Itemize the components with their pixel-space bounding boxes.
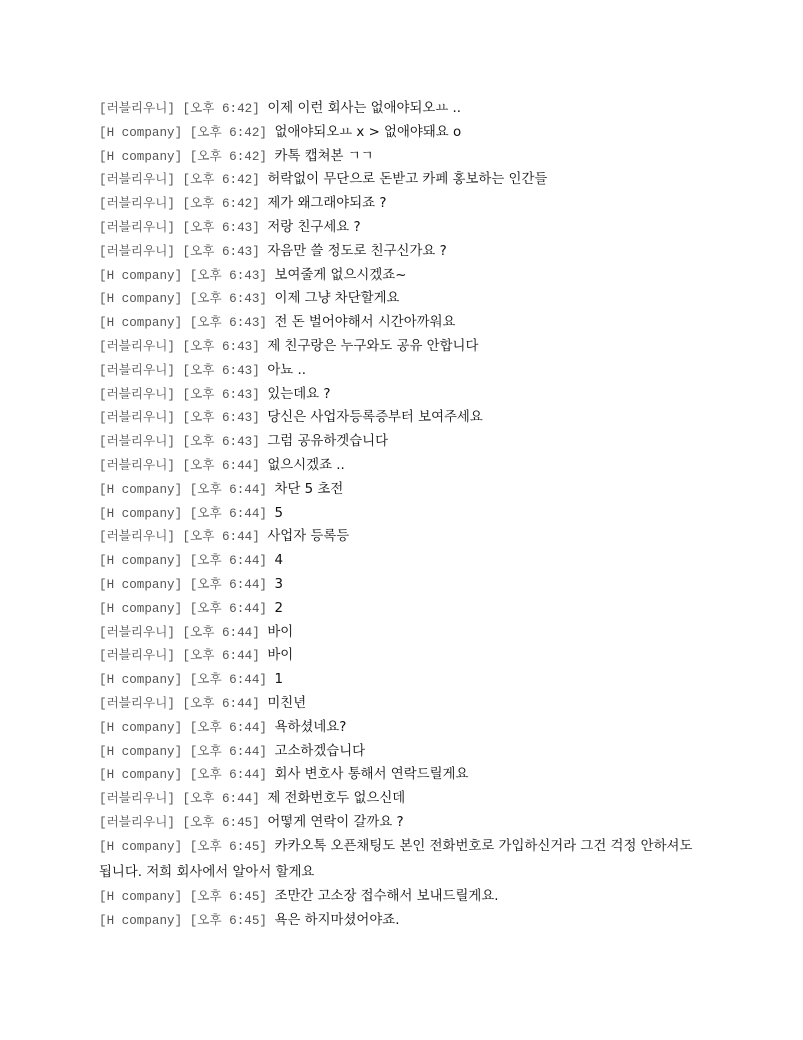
message-text: 제 전화번호두 없으신데 [267,791,406,807]
timestamp: 오후 6:42 [190,173,253,188]
timestamp: 오후 6:42 [190,197,253,212]
chat-line [99,405,709,429]
sender-name: H company [106,268,175,283]
chat-line [99,620,709,644]
bracket: [ [99,197,107,212]
chat-line [99,596,709,620]
message-text: 욕하셨네요? [274,719,347,735]
bracket: [ [99,506,107,521]
bracket: ] [ [167,220,191,235]
bracket: ] [ [167,815,191,830]
timestamp: 오후 6:44 [190,458,253,473]
bracket: ] [ [174,744,198,759]
chat-line [99,358,709,382]
timestamp: 오후 6:44 [197,577,260,592]
sender-name: H company [106,744,175,759]
bracket: ] [ [167,792,191,807]
bracket: ] [ [174,149,198,164]
sender-name: H company [106,292,175,307]
bracket: ] [ [167,458,191,473]
bracket: ] [259,673,275,688]
bracket: ] [252,102,268,116]
bracket: ] [ [174,292,198,307]
bracket: ] [ [174,839,198,854]
message-text: 카톡 캡쳐본 ㄱㄱ [274,148,374,164]
bracket: [ [99,411,107,426]
bracket: [ [99,839,107,854]
chat-line [99,263,709,287]
bracket: ] [ [174,316,198,331]
bracket: ] [ [167,435,191,450]
message-text: 회사 변호사 통해서 연락드릴게요 [274,767,469,783]
timestamp: 오후 6:45 [197,914,260,929]
timestamp: 오후 6:43 [197,268,260,283]
chat-line [99,215,709,239]
bracket: ] [ [174,720,198,735]
bracket: ] [252,220,268,235]
timestamp: 오후 6:43 [190,411,253,426]
message-text: 바이 [267,648,294,664]
sender-name: H company [106,482,175,497]
timestamp: 오후 6:43 [190,220,253,235]
bracket: ] [ [174,914,198,929]
bracket: ] [252,339,268,354]
bracket: ] [259,506,275,521]
bracket: [ [99,720,107,735]
bracket: [ [99,435,107,450]
message-text: 바이 [267,624,294,640]
bracket: [ [99,649,107,664]
chat-log-document [99,96,709,932]
chat-line [99,548,709,572]
bracket: ] [ [167,387,191,402]
sender-name: H company [106,577,175,592]
bracket: ] [ [174,482,198,497]
bracket: ] [259,914,275,929]
sender-name: H company [106,149,175,164]
timestamp: 오후 6:42 [197,149,260,164]
bracket: [ [99,316,107,331]
bracket: ] [ [167,696,191,711]
bracket: ] [ [167,649,191,664]
timestamp: 오후 6:44 [197,554,260,569]
sender-name: H company [106,554,175,569]
bracket: [ [99,292,107,307]
bracket: ] [ [167,363,191,378]
bracket: ] [259,601,275,616]
bracket: [ [99,387,107,402]
timestamp: 오후 6:42 [197,125,260,140]
bracket: ] [252,435,268,450]
bracket: ] [ [167,530,191,545]
bracket: ] [259,720,275,735]
message-text: 2 [274,600,284,616]
sender-name: H company [106,839,175,854]
bracket: [ [99,601,107,616]
message-text: 미친년 [267,695,307,711]
sender-name: H company [106,125,175,140]
sender-name: 러블리우니 [106,649,168,664]
bracket: ] [ [167,411,191,426]
timestamp: 오후 6:43 [190,339,253,354]
bracket: ] [ [174,268,198,283]
sender-name: 러블리우니 [106,102,168,116]
chat-line [99,144,709,168]
bracket: ] [252,173,268,188]
sender-name: 러블리우니 [106,387,168,402]
message-text: 없애야되오ㅛ x > 없애야돼요 o [274,124,462,140]
timestamp: 오후 6:44 [197,506,260,521]
message-text: 자음만 쓸 정도로 친구신가요 ? [267,243,447,259]
bracket: ] [252,387,268,402]
bracket: ] [259,744,275,759]
chat-line [99,810,709,834]
bracket: ] [259,125,275,140]
timestamp: 오후 6:44 [190,696,253,711]
message-text: 고소하겠습니다 [274,743,366,759]
message-text: 4 [274,553,284,569]
bracket: [ [99,220,107,235]
timestamp: 오후 6:43 [190,363,253,378]
timestamp: 오후 6:43 [190,387,253,402]
bracket: [ [99,102,107,116]
sender-name: 러블리우니 [106,792,168,807]
timestamp: 오후 6:44 [190,530,253,545]
bracket: ] [ [174,125,198,140]
bracket: ] [252,696,268,711]
chat-line [99,429,709,453]
timestamp: 오후 6:44 [197,744,260,759]
message-text: 허락없이 무단으로 돈받고 카페 홍보하는 인간들 [267,172,548,188]
timestamp: 오후 6:44 [197,482,260,497]
timestamp: 오후 6:43 [197,316,260,331]
bracket: ] [252,625,268,640]
message-text: 그럼 공유하겟습니다 [267,434,389,450]
bracket: ] [259,839,275,854]
message-text: 보여줄게 없으시겠죠~ [274,267,407,283]
message-text: 어떻게 연락이 갈까요 ? [267,814,404,830]
bracket: ] [ [167,625,191,640]
bracket: ] [259,482,275,497]
sender-name: 러블리우니 [106,458,168,473]
chat-line [99,762,709,786]
message-text: 사업자 등록등 [267,529,350,545]
chat-line [99,786,709,810]
chat-line [99,908,709,932]
message-text: 전 돈 벌어야해서 시간아까워요 [274,315,456,331]
bracket: [ [99,530,107,545]
bracket: [ [99,673,107,688]
sender-name: H company [106,673,175,688]
timestamp: 오후 6:44 [190,649,253,664]
chat-line [99,884,709,908]
bracket: ] [259,577,275,592]
bracket: [ [99,363,107,378]
timestamp: 오후 6:44 [197,673,260,688]
timestamp: 오후 6:44 [197,601,260,616]
sender-name: 러블리우니 [106,244,168,259]
timestamp: 오후 6:44 [197,768,260,783]
chat-line [99,334,709,358]
sender-name: 러블리우니 [106,435,168,450]
chat-line [99,239,709,263]
bracket: [ [99,768,107,783]
bracket: [ [99,149,107,164]
message-text: 제 친구랑은 누구와도 공유 안합니다 [267,338,479,354]
bracket: ] [259,768,275,783]
chat-line [99,191,709,215]
bracket: ] [259,890,275,905]
bracket: ] [259,554,275,569]
bracket: ] [252,197,268,212]
bracket: ] [ [167,339,191,354]
sender-name: 러블리우니 [106,173,168,188]
chat-line [99,524,709,548]
bracket: ] [252,530,268,545]
bracket: ] [ [167,197,191,212]
bracket: ] [ [174,601,198,616]
bracket: ] [252,649,268,664]
message-text: 3 [274,576,284,592]
timestamp: 오후 6:45 [197,890,260,905]
sender-name: H company [106,768,175,783]
sender-name: 러블리우니 [106,530,168,545]
message-text: 이제 그냥 차단할게요 [274,291,400,307]
timestamp: 오후 6:43 [190,244,253,259]
bracket: [ [99,744,107,759]
bracket: [ [99,482,107,497]
timestamp: 오후 6:44 [197,720,260,735]
message-text: 조만간 고소장 접수해서 보내드릴게요. [274,889,499,905]
sender-name: H company [106,316,175,331]
message-text: 있는데요 ? [267,386,331,402]
bracket: [ [99,696,107,711]
bracket: [ [99,625,107,640]
message-text: 5 [274,505,284,521]
bracket: [ [99,890,107,905]
sender-name: H company [106,720,175,735]
chat-line [99,739,709,763]
timestamp: 오후 6:42 [190,102,253,116]
bracket: ] [ [174,577,198,592]
chat-line [99,834,709,885]
timestamp: 오후 6:45 [190,815,253,830]
sender-name: 러블리우니 [106,696,168,711]
chat-line [99,643,709,667]
bracket: ] [252,244,268,259]
bracket: ] [252,458,268,473]
sender-name: H company [106,890,175,905]
message-text: 1 [274,672,284,688]
bracket: [ [99,268,107,283]
timestamp: 오후 6:44 [190,792,253,807]
sender-name: H company [106,914,175,929]
bracket: ] [259,268,275,283]
chat-line [99,501,709,525]
bracket: [ [99,792,107,807]
bracket: [ [99,339,107,354]
timestamp: 오후 6:45 [197,839,260,854]
chat-line [99,167,709,191]
sender-name: H company [106,601,175,616]
chat-line [99,453,709,477]
chat-line [99,667,709,691]
bracket: ] [252,815,268,830]
bracket: [ [99,914,107,929]
bracket: ] [259,149,275,164]
timestamp: 오후 6:44 [190,625,253,640]
message-text: 당신은 사업자등록증부터 보여주세요 [267,410,483,426]
message-text: 없으시겠죠 .. [267,457,345,473]
chat-line [99,120,709,144]
sender-name: 러블리우니 [106,339,168,354]
sender-name: 러블리우니 [106,220,168,235]
bracket: [ [99,125,107,140]
sender-name: 러블리우니 [106,197,168,212]
bracket: ] [ [174,890,198,905]
bracket: [ [99,577,107,592]
message-text: 이제 이런 회사는 없애야되오ㅛ .. [267,101,462,116]
bracket: ] [ [167,102,191,116]
bracket: ] [ [174,506,198,521]
sender-name: H company [106,506,175,521]
bracket: ] [259,316,275,331]
bracket: ] [ [167,173,191,188]
chat-line [99,715,709,739]
sender-name: 러블리우니 [106,363,168,378]
bracket: [ [99,458,107,473]
chat-line [99,477,709,501]
timestamp: 오후 6:43 [190,435,253,450]
message-text: 아뇨 .. [267,362,306,378]
message-text: 욕은 하지마셨어야죠. [274,913,400,929]
message-text: 카카오톡 오픈채팅도 본인 전화번호로 가입하신거라 그건 걱정 안하셔도 됩니다. 저희 회사에서 알아서 할게요 [99,838,693,880]
bracket: ] [252,411,268,426]
message-text: 차단 5 초전 [274,481,344,497]
bracket: ] [252,792,268,807]
bracket: [ [99,244,107,259]
chat-line [99,691,709,715]
message-text: 저랑 친구세요 ? [267,219,361,235]
timestamp: 오후 6:43 [197,292,260,307]
bracket: ] [259,292,275,307]
chat-line [99,310,709,334]
bracket: ] [ [167,244,191,259]
message-text: 제가 왜그래야되죠 ? [267,196,387,212]
bracket: [ [99,173,107,188]
bracket: ] [ [174,554,198,569]
bracket: [ [99,815,107,830]
sender-name: 러블리우니 [106,411,168,426]
bracket: [ [99,554,107,569]
bracket: ] [252,363,268,378]
chat-line [99,572,709,596]
bracket: ] [ [174,673,198,688]
chat-line [99,382,709,406]
sender-name: 러블리우니 [106,625,168,640]
bracket: ] [ [174,768,198,783]
chat-line [99,286,709,310]
sender-name: 러블리우니 [106,815,168,830]
chat-line [99,96,709,120]
